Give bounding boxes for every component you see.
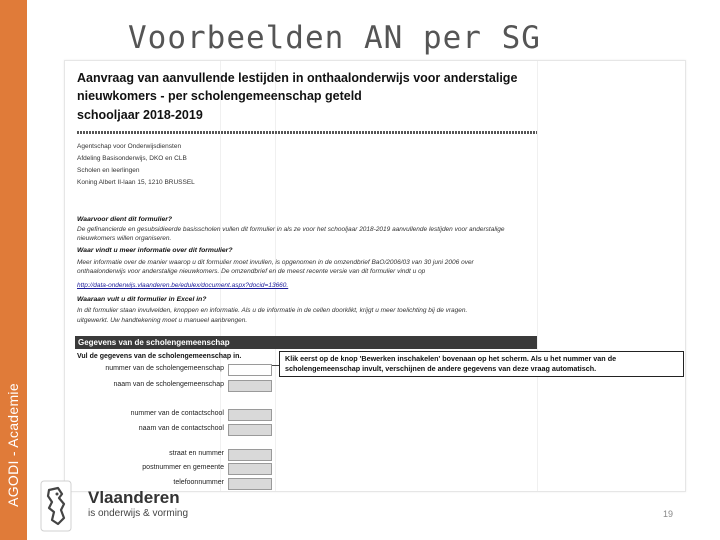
logo-name: Vlaanderen [88, 488, 180, 507]
contact-school-name-field [228, 424, 272, 436]
page-number: 19 [663, 509, 674, 519]
street-field [228, 449, 272, 461]
contact-school-number-field [228, 409, 272, 421]
field-label: nummer van de contactschool [130, 410, 224, 417]
answer-line: onthaalonderwijs voor anderstalige nieuwkomers. De omzendbrief en de meest recente versie van dit formulier vindt u op [77, 268, 426, 275]
answer-line: uitgewerkt. Uw handtekening moet u manueel aanbrengen. [77, 317, 248, 324]
field-label: naam van de scholengemeenschap [113, 381, 224, 388]
question-heading: Waarvoor dient dit formulier? [77, 216, 173, 223]
flemish-lion-icon [40, 480, 72, 532]
grid-line [537, 61, 538, 491]
title-rule [77, 131, 537, 134]
field-label: naam van de contactschool [138, 425, 224, 432]
sg-name-field [228, 380, 272, 392]
answer-line: In dit formulier staan invulvelden, knoppen en informatie. Als u de informatie in de cellen doorklikt, krijgt u meer toelichting bij de vragen. [77, 307, 468, 314]
document-title-line: nieuwkomers - per scholengemeenschap geteld [77, 89, 362, 103]
form-screenshot [64, 60, 686, 492]
slide-title: Voorbeelden AN per SG [128, 20, 541, 56]
question-heading: Waaraan vult u dit formulier in Excel in? [77, 296, 207, 303]
sidebar [0, 0, 27, 540]
answer-line: nieuwkomers willen organiseren. [77, 235, 172, 242]
document-title [77, 69, 517, 105]
answer-line: Meer informatie over de manier waarop u dit formulier moet invullen, is opgenomen in de omzendbrief BaO/2006/03 van 30 juni 2006 over [77, 259, 474, 266]
address-line: Afdeling Basisonderwijs, DKO en CLB [77, 155, 187, 162]
note-line: Klik eerst op de knop 'Bewerken inschakelen' bovenaan op het scherm. Als u het nummer van de [285, 354, 617, 363]
field-label: telefoonnummer [173, 479, 224, 486]
sg-number-input[interactable] [228, 364, 272, 376]
school-year: schooljaar 2018-2019 [77, 108, 203, 122]
field-label: nummer van de scholengemeenschap [105, 365, 224, 372]
address-line: Koning Albert II-laan 15, 1210 BRUSSEL [77, 179, 195, 186]
phone-field [228, 478, 272, 490]
sidebar-label: AGODI - Academie [5, 383, 21, 507]
instruction-note [279, 351, 684, 377]
address-line: Scholen en leerlingen [77, 167, 140, 174]
question-heading: Waar vindt u meer informatie over dit formulier? [77, 247, 233, 254]
document-link[interactable]: http://data-onderwijs.vlaanderen.be/edulex/document.aspx?docid=13660. [77, 282, 289, 289]
fill-instruction: Vul de gegevens van de scholengemeenschap in. [77, 353, 242, 360]
section-header: Gegevens van de scholengemeenschap [75, 336, 537, 349]
field-label: postnummer en gemeente [142, 464, 224, 471]
address-line: Agentschap voor Onderwijsdiensten [77, 143, 182, 150]
postal-field [228, 463, 272, 475]
note-line: scholengemeenschap invult, verschijnen de andere gegevens van deze vraag automatisch. [285, 364, 597, 373]
document-title-line: Aanvraag van aanvullende lestijden in onthaalonderwijs voor anderstalige [77, 71, 518, 85]
logo-tagline: is onderwijs & vorming [88, 508, 189, 519]
answer-line: De gefinancierde en gesubsidieerde basisscholen vullen dit formulier in als ze voor het schooljaar 2018-2019 aanvullende lestijden voor anderstalige [77, 226, 505, 233]
field-label: straat en nummer [169, 450, 224, 457]
